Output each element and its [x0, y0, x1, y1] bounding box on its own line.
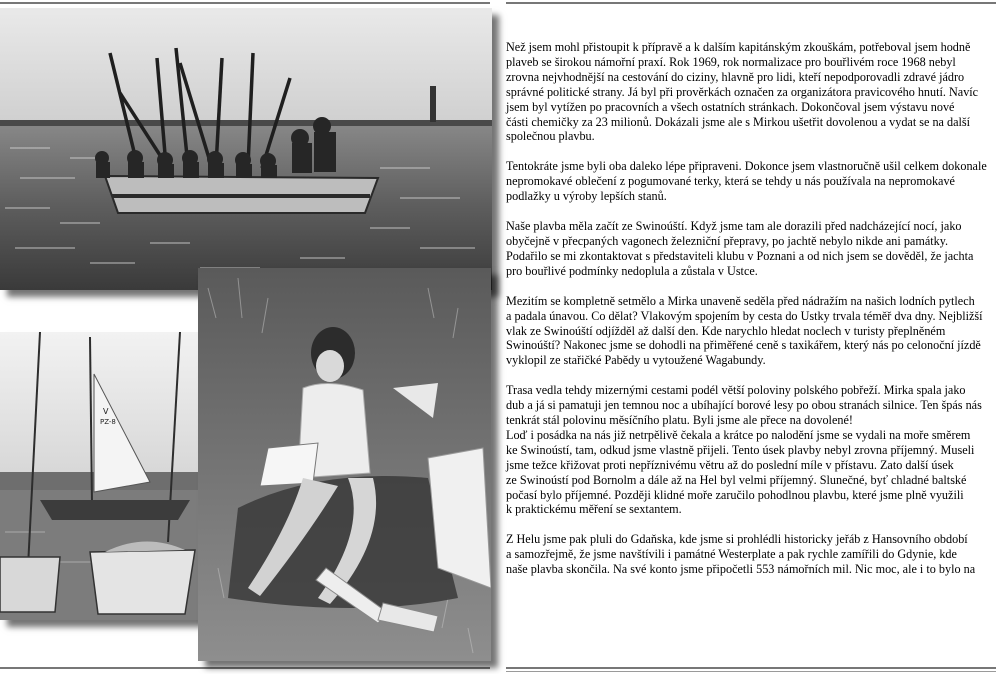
- article-paragraph-3: Naše plavba měla začít ze Swinoúští. Když jsme tam ale dorazili před nadcházející nocí, jako obyčejně v přecpaných vagonech železniční přepravy, po jachtě nebylo nikde ani památky. Podařilo se mi zkontaktovat s představiteli klubu v Poznani a od nich jsem se dověděl, že jachta pro bouřlivé podmínky nedoplula a zůstala v Ustce.: [506, 219, 974, 278]
- bottom-rule-left: [0, 667, 490, 669]
- bottom-rule-right-thin: [506, 671, 996, 672]
- article-paragraph-2: Tentokráte jsme byli oba daleko lépe připraveni. Dokonce jsem vlastnoručně ušil celkem dokonale nepromokavé oblečení z pogumované terky, která se tehdy u nás používala na nepromokavé podlažky u výroby lepších stanů.: [506, 159, 987, 204]
- article-body: [506, 40, 988, 592]
- sail-letter: V: [103, 407, 109, 416]
- bottom-rule-right: [506, 667, 996, 669]
- top-rule-right: [506, 2, 996, 4]
- photo-rowing-boat: [0, 8, 492, 290]
- sail-number: PZ-8: [100, 418, 116, 426]
- article-paragraph-5: Trasa vedla tehdy mizernými cestami podél větší poloviny polského pobřeží. Mirka spala jako dub a já si pamatuji jen temnou noc a ubíhající borové lesy po obou stranách silnice. Ten špás nás tenkrát stál polovinu měsíčního platu. Byli jsme ale přece na dovolené! Loď i posádka na nás již netrpělivě čekala a krátce po nalodění jsme se vydali na moře směrem ke Swinoústí, tam, odkud jsme vlastně přijeli. Tento úsek plavby nebyl zrovna příjemný. Museli jsme težce křižovat proti nepříznivému větru až do poslední míle v přístavu. Zato další úsek ze Swinoústí pod Bornolm a dále až na Hel byl velmi příjemný. Slunečné, byť chladné baltské počasí bylo příjemné. Později klidné moře zaručilo pohodlnou plavbu, které jsme plně využili k praktickému měření se sextantem.: [506, 383, 982, 517]
- top-rule-left: [0, 2, 490, 4]
- photo-sailboats: [0, 332, 213, 620]
- article-paragraph-1: Než jsem mohl přistoupit k přípravě a k dalším kapitánským zkouškám, potřeboval jsem hodně plaveb se širokou námořní praxí. Rok 1969, rok normalizace pro bouřlivém roce 1968 nebyl zrovna nejvhodnější na cestování do ciziny, hlavně pro lidi, kteří nepodporovadli zdravé jádro správné politické strany. Já byl při prověrkách označen za organizátora pravicového hnutí. Navíc jsem byl vytížen po pracovních a všech ostatních stránkach. Dokončoval jsem výstavu nové části chemičky za 23 milionů. Dokázali jsme ale s Mirkou ušetřit dovolenou a vydat se na další společnou plavbu.: [506, 40, 979, 144]
- article-paragraph-6: Z Helu jsme pak pluli do Gdaňska, kde jsme si prohlédli historicky jeřáb z Hansovního období a samozřejmě, že jsme navštívili i památné Westerplate a pak rychle zamířili do Gdynie, kde naše plavba skončila. Na své konto jsme připočetli 553 námořních mil. Nic moc, ale i to bylo na: [506, 532, 976, 577]
- photo-woman-writing: [198, 268, 491, 661]
- article-paragraph-4: Mezitím se kompletně setmělo a Mirka unaveně seděla před nádražím na našich lodních pytlech a padala únavou. Co dělat? Vlakovým spojením by cesta do Ustky trvala téměř dva dny. Nejbližší vlak ze Swinoúští odjížděl až další den. Kde narychlo hledat noclech v turisty přeplněném Swinoúští? Nakonec jsme se dohodli na přiměřené ceně s taxikářem, který nás po celonoční jízdě vyklopil ze stařičké Pabědy u vytoužené Wagabundy.: [506, 293, 983, 368]
